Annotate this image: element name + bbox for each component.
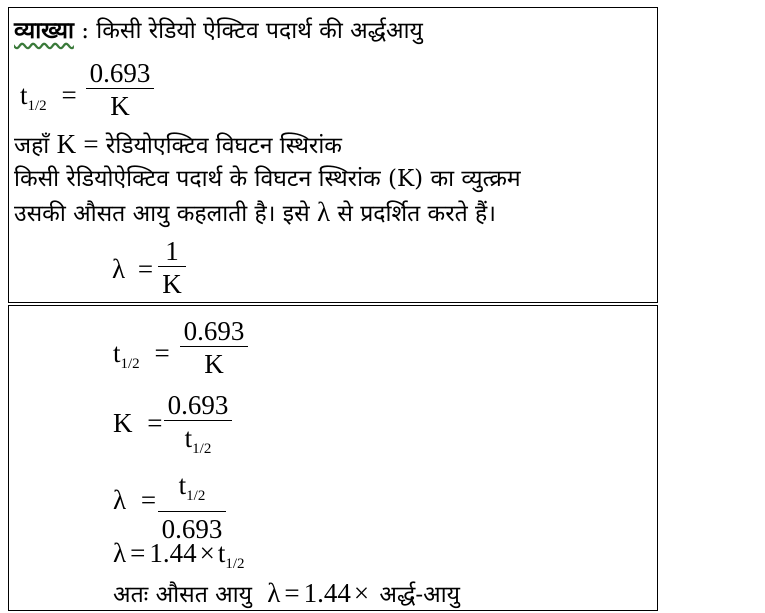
paragraph-lambda: λ [316, 197, 331, 227]
paragraph-line-1: किसी रेडियोऐक्टिव पदार्थ के विघटन स्थिरांक (K) का व्युत्क्रम [14, 166, 521, 192]
eq4: $\lambda = 1.44 \times t_{1/2}$ [113, 538, 245, 572]
eq2-numerator: 0.693 [167, 390, 229, 420]
formula2-lhs: λ = [112, 254, 154, 284]
where-rest: रेडियोएक्टिव विघटन स्थिरांक [105, 133, 342, 159]
eq3-fraction [158, 470, 226, 546]
final-lambda: λ [267, 578, 281, 608]
eq2-fraction [164, 390, 232, 466]
heading-line [14, 17, 423, 45]
eq2-denominator: $t_{1/2}$ [184, 423, 212, 457]
eq1-denominator: K [204, 349, 224, 379]
paragraph-line-2-a: उसकी औसत आयु कहलाती है। इसे [14, 201, 310, 227]
eq3-numerator: $t_{1/2}$ [178, 470, 206, 504]
formula2-fraction [158, 236, 186, 301]
formula1-fraction [86, 58, 154, 123]
where-eq: = [83, 129, 99, 159]
paragraph-line-2-b: से प्रदर्शित करते हैं। [337, 201, 496, 227]
formula1-denominator: K [110, 91, 130, 121]
final-line [113, 578, 460, 610]
eq1-fraction [180, 316, 248, 381]
formula2-denominator: K [162, 269, 182, 299]
final-prefix: अतः औसत आयु [113, 582, 252, 608]
final-suffix: अर्द्ध-आयु [379, 582, 460, 608]
final-eq: = [284, 578, 300, 608]
where-prefix: जहाँ [14, 133, 50, 159]
formula2-numerator: 1 [165, 236, 179, 266]
eq3-denominator: 0.693 [161, 514, 223, 544]
eq2-lhs: K = [113, 408, 163, 438]
final-times: × [353, 578, 370, 608]
where-line [14, 130, 342, 160]
derivation-box [8, 305, 658, 611]
heading-colon: : [81, 18, 89, 44]
formula1-numerator: 0.693 [89, 58, 151, 88]
eq1-numerator: 0.693 [183, 316, 245, 346]
formula1-lhs: $t_{1/2}$ = [20, 80, 77, 114]
final-coef: 1.44 [303, 578, 351, 608]
paragraph-line-2 [14, 198, 496, 228]
where-k: K [56, 129, 77, 159]
eq3-lhs: λ = [113, 485, 157, 515]
eq1-lhs: $t_{1/2}$ = [113, 338, 170, 372]
heading-text: किसी रेडियो ऐक्टिव पदार्थ की अर्द्धआयु [96, 18, 423, 44]
heading-word: व्याख्या [14, 17, 74, 44]
